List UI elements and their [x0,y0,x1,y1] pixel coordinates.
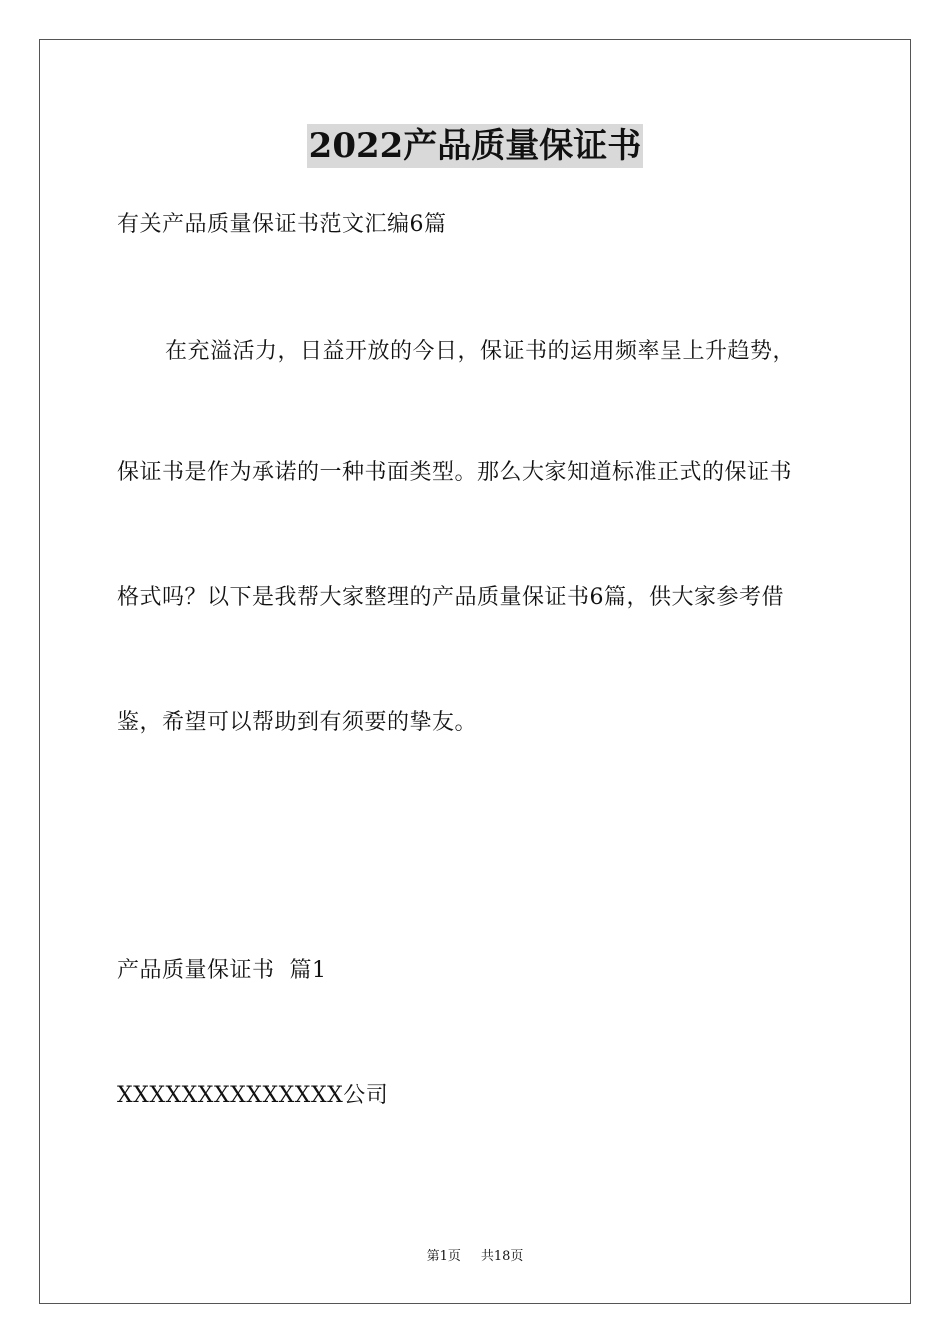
title-container [0,124,950,168]
section-heading: 产品质量保证书 篇1 [117,958,327,983]
paragraph-line: 格式吗？以下是我帮大家整理的产品质量保证书6篇，供大家参考借 [117,585,784,610]
page-number: 第1页 [426,1249,461,1264]
page-footer [0,1248,950,1266]
company-line: XXXXXXXXXXXXXX公司 [117,1083,389,1108]
page-total: 共18页 [480,1249,524,1264]
paragraph-line: 在充溢活力，日益开放的今日，保证书的运用频率呈上升趋势， [165,339,796,364]
paragraph-line: 鉴，希望可以帮助到有须要的挚友。 [117,710,478,735]
document-title: 2022产品质量保证书 [308,126,642,166]
document-subtitle: 有关产品质量保证书范文汇编6篇 [117,212,447,237]
paragraph-line: 保证书是作为承诺的一种书面类型。那么大家知道标准正式的保证书 [117,460,793,485]
